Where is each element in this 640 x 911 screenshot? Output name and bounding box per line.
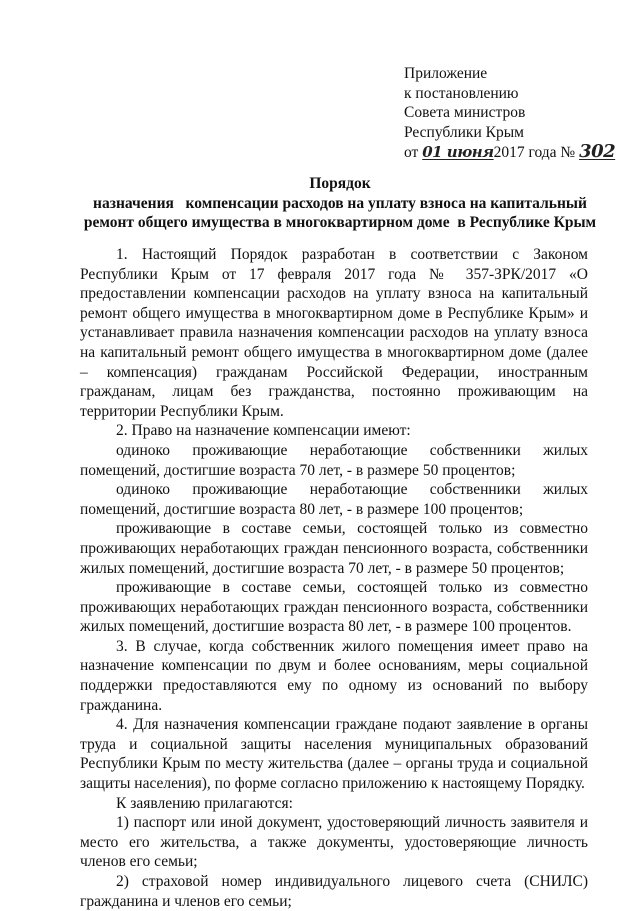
title-subtitle-line-1: назначения компенсации расходов на уплату взноса на капитальный [93,194,587,212]
approval-date-line [404,142,624,163]
approval-line-appendix: Приложение [404,65,488,82]
approval-date-suffix: 2017 года № [493,144,576,162]
approval-line-resolution: к постановлению [404,84,519,102]
document-body [80,245,588,911]
paragraph-2-item-1: одиноко проживающие неработающие собственники жилых помещений, достигшие возраста 70 лет, - в размере 50 процентов; [80,441,588,479]
paragraph-attachments-intro: К заявлению прилагаются: [116,794,293,812]
approval-date-prefix: от [404,144,419,162]
attachment-item-1-passport: 1) паспорт или иной документ, удостоверяющий личность заявителя и место его жительства, а также документы, удостоверяющие личность членов его семьи; [80,814,588,871]
approval-line-republic: Республики Крым [404,123,524,141]
title-heading: Порядок [309,175,371,192]
document-title [80,174,600,233]
paragraph-4-application: 4. Для назначения компенсации граждане подают заявление в органы труда и социальной защиты населения муниципальных образований Республики Крым по месту жительства (далее – органы труда и социальной защиты населения), по форме согласно приложению к настоящему Порядку. [80,716,588,793]
handwritten-date: 01 июня [422,143,494,162]
paragraph-2-item-4: проживающие в составе семьи, состоящей только из совместно проживающих неработающих граждан пенсионного возраста, собственники жилых помещений, достигшие возраста 80 лет, - в размере 100 процентов. [80,579,588,636]
handwritten-number: 302 [579,141,616,163]
paragraph-2-right: 2. Право на назначение компенсации имеют: [116,422,411,440]
approval-line-council: Совета министров [404,104,526,122]
attachment-item-2-snils: 2) страховой номер индивидуального лицевого счета (СНИЛС) гражданина и членов его семьи; [80,873,588,910]
paragraph-2-item-2: одиноко проживающие неработающие собственники жилых помещений, достигшие возраста 80 лет, - в размере 100 процентов; [80,481,588,518]
paragraph-3-multiple-grounds: 3. В случае, когда собственник жилого помещения имеет право на назначение компенсации по двум и более основаниям, меры социальной поддержки предоставляются ему по одному из оснований по выбору гражданина. [80,637,588,714]
title-subtitle-line-2: ремонт общего имущества в многоквартирном доме в Республике Крым [83,214,597,232]
paragraph-1-basis: 1. Настоящий Порядок разработан в соответствии с Законом Республики Крым от 17 февраля 2017 года № 357-ЗРК/2017 «О предоставлении компенсации расходов на уплату взноса на капитальный ремонт общего имущества в многоквартирном доме в Республике Крым» и устанавливает правила назначения компенсации расходов на уплату взноса на капитальный ремонт общего имущества в многоквартирном доме (далее – компенсация) гражданам Российской Федерации, иностранным гражданам, лицам без гражданства, постоянно проживающим на территории Республики Крым. [80,246,588,420]
paragraph-2-item-3: проживающие в составе семьи, состоящей только из совместно проживающих неработающих граждан пенсионного возраста, собственники жилых помещений, достигшие возраста 70 лет, - в размере 50 процентов; [80,520,588,577]
approval-stamp [404,64,624,163]
